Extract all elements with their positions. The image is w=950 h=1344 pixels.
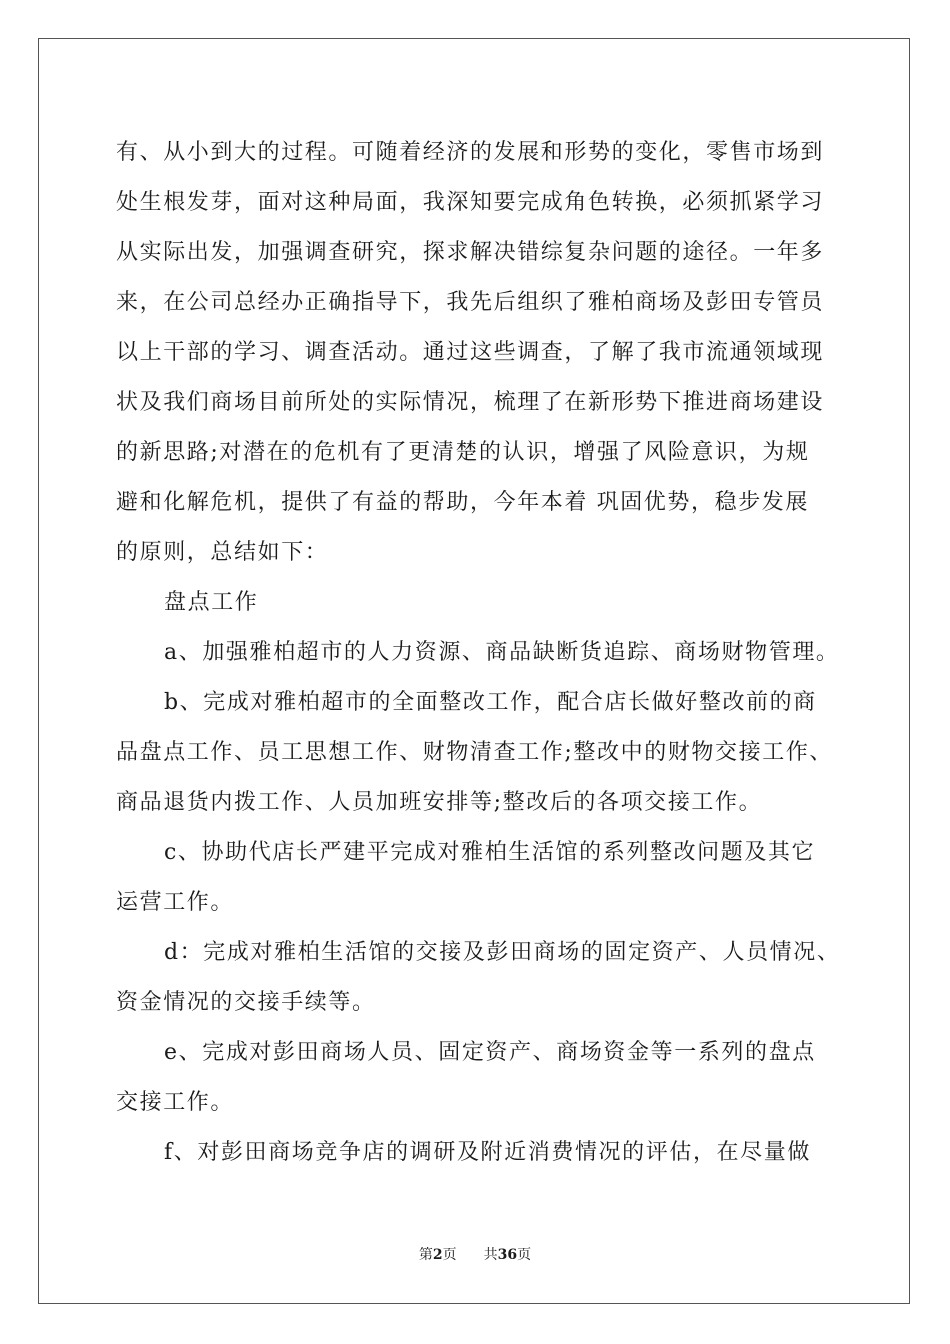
list-item-d: d：完成对雅柏生活馆的交接及彭田商场的固定资产、人员情况、 (164, 940, 841, 965)
list-item-b: b、完成对雅柏超市的全面整改工作，配合店长做好整改前的商 (164, 690, 817, 715)
list-item-e: e、完成对彭田商场人员、固定资产、商场资金等一系列的盘点 (164, 1040, 816, 1065)
list-item-c: c、协助代店长严建平完成对雅柏生活馆的系列整改问题及其它 (164, 840, 816, 865)
page-suffix: 页 (442, 1247, 457, 1263)
page-indicator (419, 1244, 457, 1264)
text-line: 的新思路;对潜在的危机有了更清楚的认识，增强了风险意识，为规 (116, 440, 810, 465)
total-suffix: 页 (517, 1247, 532, 1263)
text-line: 的原则，总结如下： (116, 540, 329, 565)
text-line: 避和化解危机，提供了有益的帮助，今年本着 巩固优势，稳步发展 (116, 490, 809, 515)
document-body (116, 128, 841, 1178)
total-prefix: 共 (483, 1247, 498, 1263)
text-line: 交接工作。 (116, 1090, 235, 1115)
section-heading: 盘点工作 (164, 590, 259, 615)
text-line: 资金情况的交接手续等。 (116, 990, 376, 1015)
text-line: 来，在公司总经办正确指导下，我先后组织了雅柏商场及彭田专管员 (116, 290, 825, 315)
text-line: 以上干部的学习、调查活动。通过这些调查，了解了我市流通领域现 (116, 340, 825, 365)
total-number: 36 (497, 1247, 518, 1263)
text-line: 品盘点工作、员工思想工作、财物清查工作;整改中的财物交接工作、 (116, 740, 834, 765)
text-line: 从实际出发，加强调查研究，探求解决错综复杂问题的途径。一年多 (116, 240, 825, 265)
total-indicator (484, 1244, 531, 1264)
page-footer (0, 1244, 950, 1264)
page-number: 2 (432, 1247, 443, 1263)
text-line: 运营工作。 (116, 890, 235, 915)
text-line: 处生根发芽，面对这种局面，我深知要完成角色转换，必须抓紧学习 (116, 190, 825, 215)
page-prefix: 第 (418, 1247, 433, 1263)
text-line: 有、从小到大的过程。可随着经济的发展和形势的变化，零售市场到 (116, 140, 825, 165)
text-line: 商品退货内拨工作、人员加班安排等;整改后的各项交接工作。 (116, 790, 763, 815)
list-item-f: f、对彭田商场竞争店的调研及附近消费情况的评估，在尽量做 (164, 1140, 811, 1165)
list-item-a: a、加强雅柏超市的人力资源、商品缺断货追踪、商场财物管理。 (164, 640, 840, 665)
text-line: 状及我们商场目前所处的实际情况，梳理了在新形势下推进商场建设 (116, 390, 825, 415)
